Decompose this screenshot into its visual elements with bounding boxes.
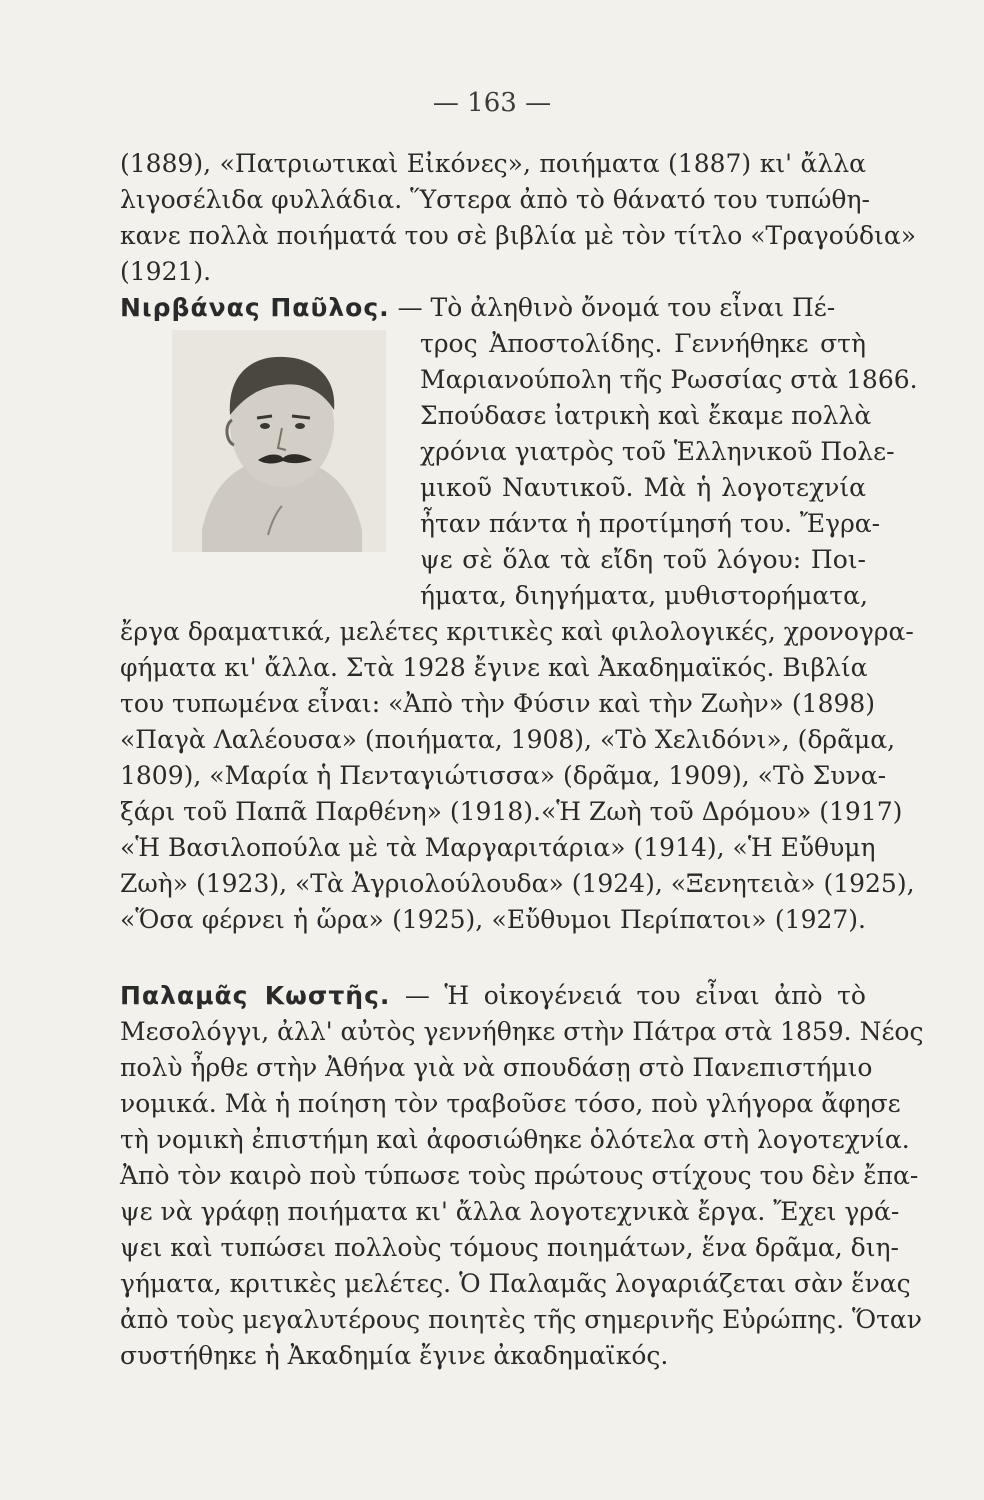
portrait-photo <box>172 330 386 552</box>
text-line: «Ἡ Βασιλοπούλα μὲ τὰ Μαργαριτάρια» (1914), «Ἡ Εὔθυμη <box>120 833 876 862</box>
text-line: ἦταν πάντα ἡ προτίμησή του. Ἔγρα- <box>420 509 881 538</box>
text-line: κανε πολλὰ ποιήματά του σὲ βιβλία μὲ τὸν τίτλο «Τραγούδια» <box>120 221 917 250</box>
text-line: ψε νὰ γράφῃ ποιήματα κι' ἄλλα λογοτεχνικὰ ἔργα. Ἔχει γρά- <box>120 1197 900 1226</box>
text-line: τρος Ἀποστολίδης. Γεννήθηκε στὴ <box>420 329 866 358</box>
text-line: ξάρι τοῦ Παπᾶ Παρθένη» (1918).«Ἡ Ζωὴ τοῦ Δρόμου» (1917) <box>120 797 903 826</box>
entry-first-text: — Ἡ οἰκογένειά του εἶναι ἀπὸ τὸ <box>404 981 866 1010</box>
text-line: «Ὅσα φέρνει ἡ ὥρα» (1925), «Εὔθυμοι Περίπατοι» (1927). <box>120 905 866 934</box>
text-line: γήματα, κριτικὲς μελέτες. Ὁ Παλαμᾶς λογαριάζεται σὰν ἕνας <box>120 1269 911 1298</box>
text-line: 1809), «Μαρία ἡ Πενταγιώτισσα» (δρᾶμα, 1909), «Τὸ Συνα- <box>120 761 887 790</box>
text-line: (1921). <box>120 257 212 286</box>
text-line: Μαριανούπολη τῆς Ρωσσίας στὰ 1866. <box>420 365 918 394</box>
text-line: φήματα κι' ἄλλα. Στὰ 1928 ἔγινε καὶ Ἀκαδημαϊκός. Βιβλία <box>120 653 868 682</box>
entry-heading: Παλαμᾶς Κωστῆς. <box>120 981 391 1010</box>
entry-first-text: — Τὸ ἀληθινὸ ὄνομά του εἶναι Πέ- <box>397 293 836 322</box>
entry-first-line <box>120 978 866 1014</box>
text-line: μικοῦ Ναυτικοῦ. Μὰ ἡ λογοτεχνία <box>420 473 866 502</box>
text-line: ψει καὶ τυπώσει πολλοὺς τόμους ποιημάτων, ἕνα δρᾶμα, διη- <box>120 1233 899 1262</box>
text-line: χρόνια γιατρὸς τοῦ Ἑλληνικοῦ Πολε- <box>420 437 895 466</box>
text-line: πολὺ ἦρθε στὴν Ἀθήνα γιὰ νὰ σπουδάσῃ στὸ Πανεπιστήμιο <box>120 1053 873 1082</box>
text-line: τὴ νομικὴ ἐπιστήμη καὶ ἀφοσιώθηκε ὁλότελα στὴ λογοτεχνία. <box>120 1125 910 1154</box>
text-line: Ἀπὸ τὸν καιρὸ ποὺ τύπωσε τοὺς πρώτους στίχους του δὲν ἔπα- <box>120 1161 919 1190</box>
text-line: ἀπὸ τοὺς μεγαλυτέρους ποιητὲς τῆς σημερινῆς Εὐρώπης. Ὅταν <box>120 1305 923 1334</box>
text-line: συστήθηκε ἡ Ἀκαδημία ἔγινε ἀκαδημαϊκός. <box>120 1341 669 1370</box>
text-line: ψε σὲ ὅλα τὰ εἴδη τοῦ λόγου: Ποι- <box>420 545 866 574</box>
text-line: ήματα, διηγήματα, μυθιστορήματα, <box>420 581 868 610</box>
page-number: — 163 — <box>432 88 552 118</box>
text-line: ἔργα δραματικά, μελέτες κριτικὲς καὶ φιλολογικές, χρονογρα- <box>120 617 914 646</box>
portrait-drawing <box>172 330 386 552</box>
text-line: του τυπωμένα εἶναι: «Ἀπὸ τὴν Φύσιν καὶ τὴν Ζωὴν» (1898) <box>120 689 876 718</box>
text-line: «Παγὰ Λαλέουσα» (ποιήματα, 1908), «Τὸ Χελιδόνι», (δρᾶμα, <box>120 725 896 754</box>
text-line: λιγοσέλιδα φυλλάδια. Ὕστερα ἀπὸ τὸ θάνατό του τυπώθη- <box>120 185 870 214</box>
text-line: Μεσολόγγι, ἀλλ' αὐτὸς γεννήθηκε στὴν Πάτρα στὰ 1859. Νέος <box>120 1017 924 1046</box>
entry-first-line <box>120 290 866 326</box>
text-line: νομικά. Μὰ ἡ ποίηση τὸν τραβοῦσε τόσο, ποὺ γλήγορα ἄφησε <box>120 1089 901 1118</box>
text-line: (1889), «Πατριωτικαὶ Εἰκόνες», ποιήματα (1887) κι' ἄλλα <box>120 149 866 178</box>
text-line: Σπούδασε ἰατρικὴ καὶ ἔκαμε πολλὰ <box>420 401 872 430</box>
entry-heading: Νιρβάνας Παῦλος. <box>120 293 390 322</box>
text-line: Ζωὴ» (1923), «Τὰ Ἀγριολούλουδα» (1924), «Ξενητειὰ» (1925), <box>120 869 915 898</box>
